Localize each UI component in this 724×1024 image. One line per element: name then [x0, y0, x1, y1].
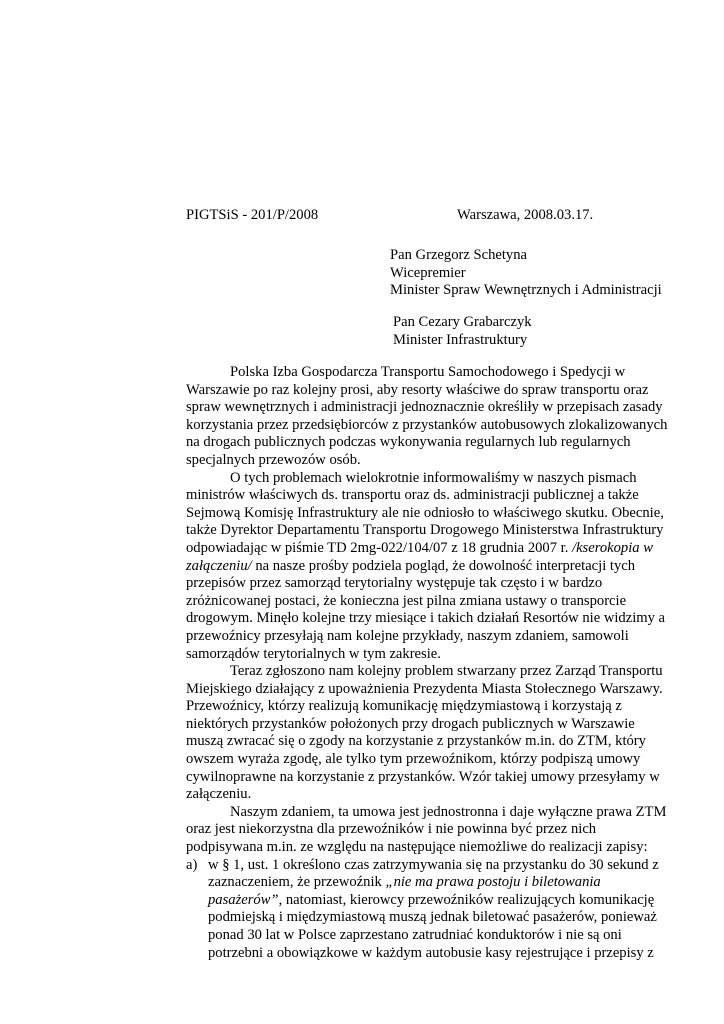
text-line: oraz jest niekorzystna dla przewoźników i nie powinna być przez nich — [186, 821, 597, 838]
text-line: spraw wewnętrznych i administracji jednoznacznie określiły w przepisach zasady — [186, 399, 663, 416]
list-item — [186, 857, 676, 875]
reference-number: PIGTSiS - 201/P/2008 — [186, 207, 319, 223]
letter-date: Warszawa, 2008.03.17. — [457, 207, 594, 223]
recipient-name: Pan Grzegorz Schetyna — [390, 247, 527, 263]
recipient-name: Pan Cezary Grabarczyk — [393, 314, 532, 330]
text-line: specjalnych przewozów osób. — [186, 451, 361, 468]
text-line: na drogach publicznych podczas wykonywania regularnych lub regularnych — [186, 434, 631, 451]
text-line: muszą zwracać się o zgody na korzystanie z przystanków m.in. do ZTM, który — [186, 733, 646, 750]
text-line: podpisywana m.in. ze względu na następujące niemożliwe do realizacji zapisy: — [186, 839, 648, 856]
text-line: Sejmową Komisję Infrastruktury ale nie odniosło to właściwego skutku. Obecnie, — [186, 504, 664, 521]
text-line: także Dyrektor Departamentu Transportu Drogowego Ministerstwa Infrastruktury — [186, 522, 664, 539]
text-line — [186, 558, 676, 576]
text-line — [186, 874, 676, 892]
recipient-block-1 — [390, 247, 662, 300]
text-line: potrzebni a obowiązkowe w każdym autobusie kasy rejestrujące i przepisy z — [208, 944, 654, 961]
text-segment: odpowiadając w piśmie TD 2mg-022/104/07 z 18 grudnia 2007 r. — [186, 539, 569, 556]
text-segment: , natomiast, kierowcy przewoźników realizujących komunikację — [278, 891, 655, 908]
text-line: samorządów terytorialnych w tym zakresie. — [186, 645, 441, 662]
text-segment: na nasze prośby podziela pogląd, że dowolność interpretacji tych — [251, 557, 636, 574]
text-line: ministrów właściwych ds. transportu oraz ds. administracji publicznej a także — [186, 487, 639, 504]
recipient-block-2 — [393, 314, 532, 349]
italic-note: załączeniu/ — [186, 557, 252, 574]
text-line: Miejskiego działający z upoważnienia Prezydenta Miasta Stołecznego Warszawy. — [186, 680, 663, 697]
text-segment: zaznaczeniem, że przewoźnik — [208, 874, 386, 891]
list-marker: a) — [186, 856, 198, 873]
text-line: O tych problemach wielokrotnie informowaliśmy w naszych pismach — [230, 469, 637, 486]
text-line: Warszawie po raz kolejny prosi, aby resorty właściwe do spraw transportu oraz — [186, 381, 649, 398]
text-line: podmiejską i międzymiastową muszą jednak biletować pasażerów, ponieważ — [208, 909, 657, 926]
text-line: ponad 30 lat w Polsce zaprzestano zatrudniać konduktorów i nie są oni — [208, 927, 622, 943]
text-line: drogowym. Minęło kolejne trzy miesiące i takich działań Resortów nie widzimy a — [186, 610, 666, 627]
recipient-title: Minister Infrastruktury — [393, 331, 528, 348]
letter-body — [186, 364, 676, 962]
text-segment: w § 1, ust. 1 określono czas zatrzymywania się na przystanku do 30 sekund z — [208, 856, 659, 873]
text-line: Naszym zdaniem, ta umowa jest jednostronna i daje wyłączne prawa ZTM — [230, 803, 667, 820]
text-line: Polska Izba Gospodarcza Transportu Samochodowego i Spedycji w — [230, 364, 626, 380]
text-line: Przewoźnicy, którzy realizują komunikację międzymiastową i korzystają z — [186, 698, 622, 715]
text-line: owszem wyraża zgodę, ale tylko tym przewoźnikom, którzy podpiszą umowy — [186, 751, 641, 768]
text-line: Teraz zgłoszono nam kolejny problem stwarzany przez Zarząd Transportu — [230, 663, 663, 680]
italic-quote: pasażerów” — [208, 891, 279, 908]
italic-quote: „nie ma prawa postoju i biletowania — [385, 874, 601, 891]
recipient-title: Minister Spraw Wewnętrznych i Administracji — [390, 282, 662, 299]
recipient-title: Wicepremier — [390, 264, 466, 281]
text-line: cywilnoprawne na korzystanie z przystanków. Wzór takiej umowy przesyłamy w — [186, 768, 660, 785]
text-line — [186, 892, 676, 910]
italic-note: /kserokopia w — [572, 539, 653, 556]
text-line: korzystania przez przedsiębiorców z przystanków autobusowych zlokalizowanych — [186, 416, 668, 433]
text-line: załączeniu. — [186, 786, 252, 803]
text-line — [186, 540, 676, 558]
text-line: przepisów przez samorząd terytorialny występuje tak często i w bardzo — [186, 575, 603, 592]
text-line: zróżnicowanej postaci, że konieczna jest pilna zmiana ustawy o transporcie — [186, 592, 627, 609]
text-line: przewoźnicy przesyłają nam kolejne przykłady, naszym zdaniem, samowoli — [186, 627, 629, 644]
text-line: niektórych przystanków położonych przy drogach publicznych w Warszawie — [186, 715, 635, 732]
